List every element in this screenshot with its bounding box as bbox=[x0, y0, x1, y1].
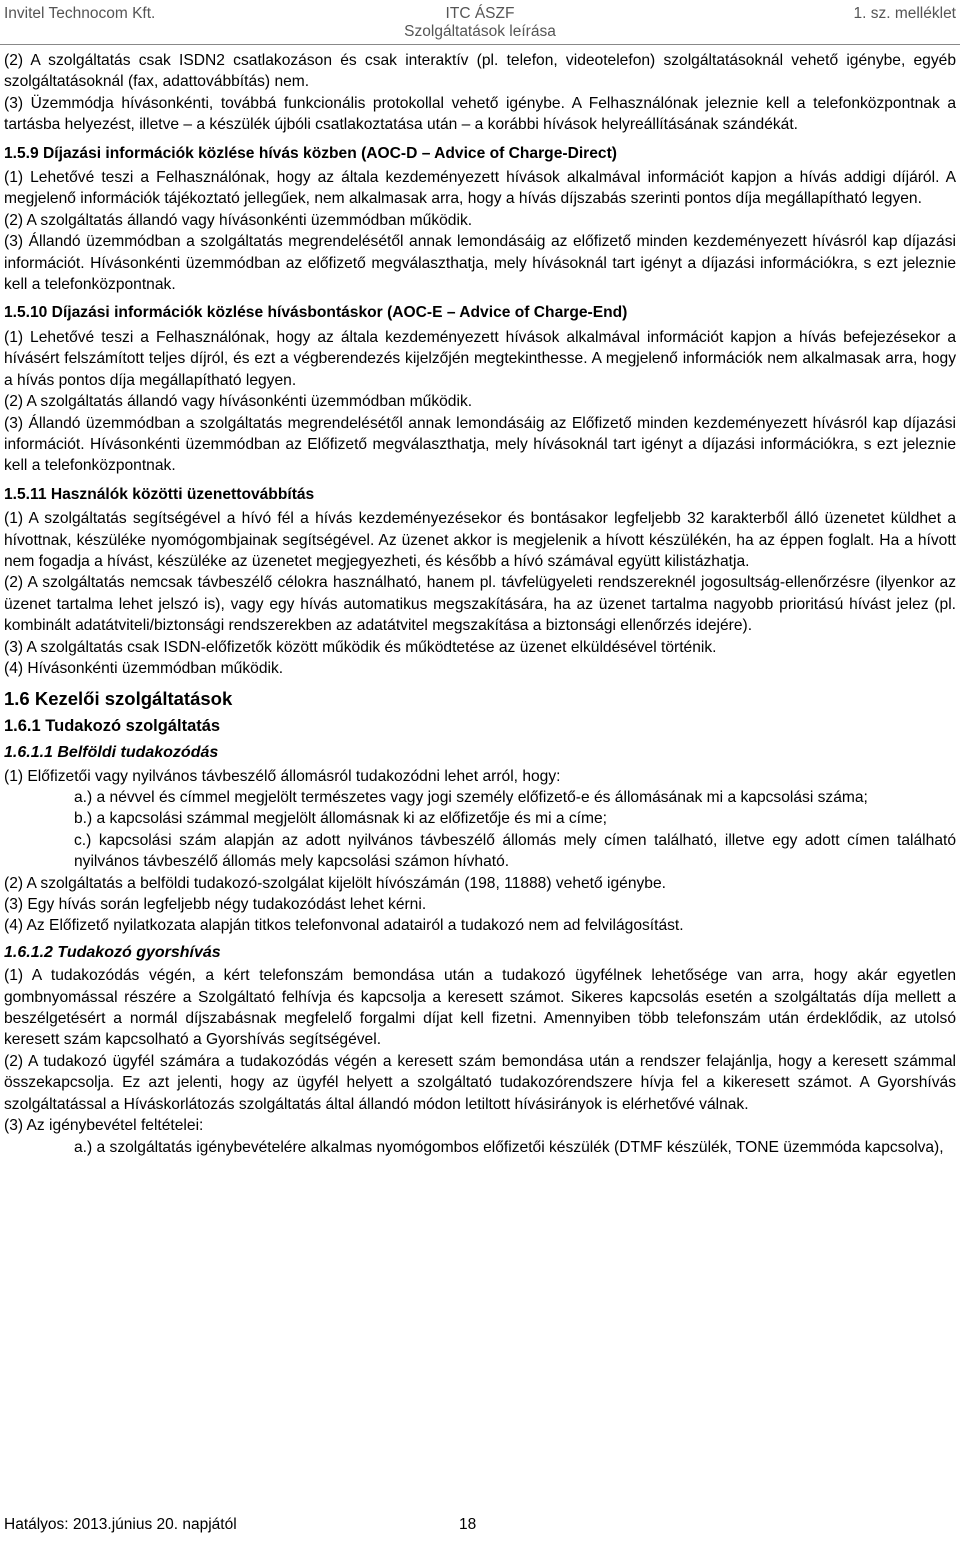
subsection-heading-1-6-1-1: 1.6.1.1 Belföldi tudakozódás bbox=[4, 744, 219, 762]
paragraph: (2) A szolgáltatás nemcsak távbeszélő célokra használható, hanem pl. távfelügyeleti rendszereknél jogosultság-ellenőrzésre (ilyenkor az üzenet tartalma lehet jelszó is), vagy egy hívás automatikus megszakítására, ha az üzenet tartalma nagyobb prioritású hívást jelez (pl. kombinált adatátviteli/biztonsági rendszerekben az adatátvitel megszakítása a biztonsági ellenőrzés idejére). bbox=[4, 574, 956, 635]
footer-effective-date: Hatályos: 2013.június 20. napjától bbox=[4, 1516, 237, 1533]
page-header bbox=[0, 0, 960, 50]
list-item: b.) a kapcsolási számmal megjelölt állomásnak ki az előfizetője és mi a címe; bbox=[74, 810, 607, 828]
header-doc-subtitle: Szolgáltatások leírása bbox=[404, 23, 556, 40]
list-item: c.) kapcsolási szám alapján az adott nyilvános távbeszélő állomás mely címen található, illetve egy adott címen található nyilvános távbeszélő állomás mely kapcsolási számon hívható. bbox=[74, 831, 956, 871]
section-heading-1-5-11: 1.5.11 Használók közötti üzenettovábbítás bbox=[4, 485, 315, 503]
paragraph: (4) Az Előfizető nyilatkozata alapján titkos telefonvonal adatairól a tudakozó nem ad felvilágosítást. bbox=[4, 917, 684, 935]
paragraph: (3) A szolgáltatás csak ISDN-előfizetők között működik és működtetése az üzenet elküldésével történik. bbox=[4, 638, 717, 656]
paragraph: (1) Előfizetői vagy nyilvános távbeszélő állomásról tudakozódni lehet arról, hogy: bbox=[4, 767, 561, 785]
paragraph: (3) Egy hívás során legfeljebb négy tudakozódást lehet kérni. bbox=[4, 896, 427, 914]
list-item: a.) a névvel és címmel megjelölt természetes vagy jogi személy előfizető-e és állomásának mi a kapcsolási száma; bbox=[74, 789, 868, 806]
header-center bbox=[370, 5, 590, 41]
paragraph: (1) Lehetővé teszi a Felhasználónak, hogy az általa kezdeményezett hívások alkalmával információt kapjon a hívás addigi díjáról. A megjelenő információk tájékoztató jellegűek, nem alkalmasak arra, hogy a hívás díjszabás szerinti pontos díja megállapítható legyen. bbox=[4, 169, 956, 208]
header-doc-title: ITC ÁSZF bbox=[445, 5, 515, 22]
header-company: Invitel Technocom Kft. bbox=[4, 5, 156, 22]
paragraph: (2) A szolgáltatás a belföldi tudakozó-szolgálat kijelölt hívószámán (198, 11888) vehető igénybe. bbox=[4, 874, 666, 892]
paragraph: (4) Hívásonkénti üzemmódban működik. bbox=[4, 659, 284, 677]
section-heading-1-5-9: 1.5.9 Díjazási információk közlése hívás közben (AOC-D – Advice of Charge-Direct) bbox=[4, 144, 617, 162]
paragraph: (2) A tudakozó ügyfél számára a tudakozódás végén a keresett szám bemondása után a rendszer felajánlja, hogy a keresett számmal összekapcsolja. Ez azt jelenti, hogy az ügyfél helyett a szolgáltató tudakozórendszere hívja fel a kikeresett számot. A Gyorshívás szolgáltatással a Híváskorlátozás szolgáltatás által állandó módon letiltott hívásirányok is elérhetővé válnak. bbox=[4, 1052, 956, 1113]
chapter-heading-1-6: 1.6 Kezelői szolgáltatások bbox=[4, 688, 233, 710]
paragraph: (1) A tudakozódás végén, a kért telefonszám bemondása után a tudakozó ügyfélnek lehetősége van arra, hogy akár egyetlen gombnyomással részére a Szolgáltató felhívja és kapcsolja a keresett számot. Sikeres kapcsolás esetén a szolgáltatás díja mellett a beszélgetésért a normál díjszabásnak megfelelő forgalmi díjat kell fizetni. Amennyiben több telefonszám után érdeklődik, az utolsó keresett szám kapcsolható a Gyorshívás segítségével. bbox=[4, 967, 956, 1049]
subsection-heading-1-6-1-2: 1.6.1.2 Tudakozó gyorshívás bbox=[4, 943, 221, 961]
section-heading-1-6-1: 1.6.1 Tudakozó szolgáltatás bbox=[4, 716, 221, 735]
page-number: 18 bbox=[459, 1516, 477, 1533]
document-body bbox=[4, 50, 956, 1158]
paragraph: (3) Állandó üzemmódban a szolgáltatás megrendelésétől annak lemondásáig az előfizető minden kezdeményezett hívásról kap díjazási információt. Hívásonkénti üzemmódban az előfizető megválaszthatja, mely hívásoknál tart igényt a díjazási információkra, s ezt jeleznie kell a telefonközpontnak. bbox=[4, 233, 956, 294]
paragraph: (2) A szolgáltatás állandó vagy hívásonkénti üzemmódban működik. bbox=[4, 211, 473, 229]
paragraph: (1) A szolgáltatás segítségével a hívó fél a hívás kezdeményezésekor és bontásakor legfeljebb 32 karakterből álló üzenetet küldhet a hívottnak, készüléke nyomógombjainak segítségével. Az üzenet akkor is megjelenik a hívott készülékén, ha az éppen foglalt. Ha a hívott nem fogadja a hívást, készüléke az üzenetet megjegyezheti, és később a hívó számával együtt kilistázhatja. bbox=[4, 510, 956, 570]
paragraph: (2) A szolgáltatás csak ISDN2 csatlakozáson és csak interaktív (pl. telefon, videotelefon) szolgáltatásoknál vehető igénybe, egyéb szolgáltatásoknál (fax, adattovábbítás) nem. bbox=[4, 52, 956, 91]
header-annex: 1. sz. melléklet bbox=[853, 5, 956, 22]
paragraph: (3) Üzemmódja hívásonkénti, továbbá funkcionális protokollal vehető igénybe. A Felhasználónak jeleznie kell a telefonközpontnak a tartásba helyezést, illetve – a készülék újbóli csatlakoztatása után – a korábbi hívások helyreállításának szándékát. bbox=[4, 94, 956, 134]
paragraph: (1) Lehetővé teszi a Felhasználónak, hogy az általa kezdeményezett hívások alkalmával információt kapjon a hívás befejezésekor a hívásért felszámított teljes díjról, és ezt a végberendezés kijelzőjén megtekinthesse. A megjelenő információk nem alkalmasak arra, hogy a hívás pontos díja megállapítható legyen. bbox=[4, 328, 956, 389]
header-rule bbox=[0, 44, 960, 45]
section-heading-1-5-10: 1.5.10 Díjazási információk közlése hívásbontáskor (AOC-E – Advice of Charge-End) bbox=[4, 304, 628, 322]
paragraph: (3) Az igénybevétel feltételei: bbox=[4, 1117, 204, 1135]
paragraph: (2) A szolgáltatás állandó vagy hívásonkénti üzemmódban működik. bbox=[4, 393, 473, 411]
paragraph: (3) Állandó üzemmódban a szolgáltatás megrendelésétől annak lemondásáig az Előfizető minden kezdeményezett hívásról kap díjazási információt. Hívásonkénti üzemmódban az Előfizető megválaszthatja, mely hívásoknál tart igényt a díjazási információkra, s ezt jeleznie kell a telefonközpontnak. bbox=[4, 414, 956, 475]
list-item: a.) a szolgáltatás igénybevételére alkalmas nyomógombos előfizetői készülék (DTMF készülék, TONE üzemmóda kapcsolva), bbox=[74, 1138, 944, 1156]
